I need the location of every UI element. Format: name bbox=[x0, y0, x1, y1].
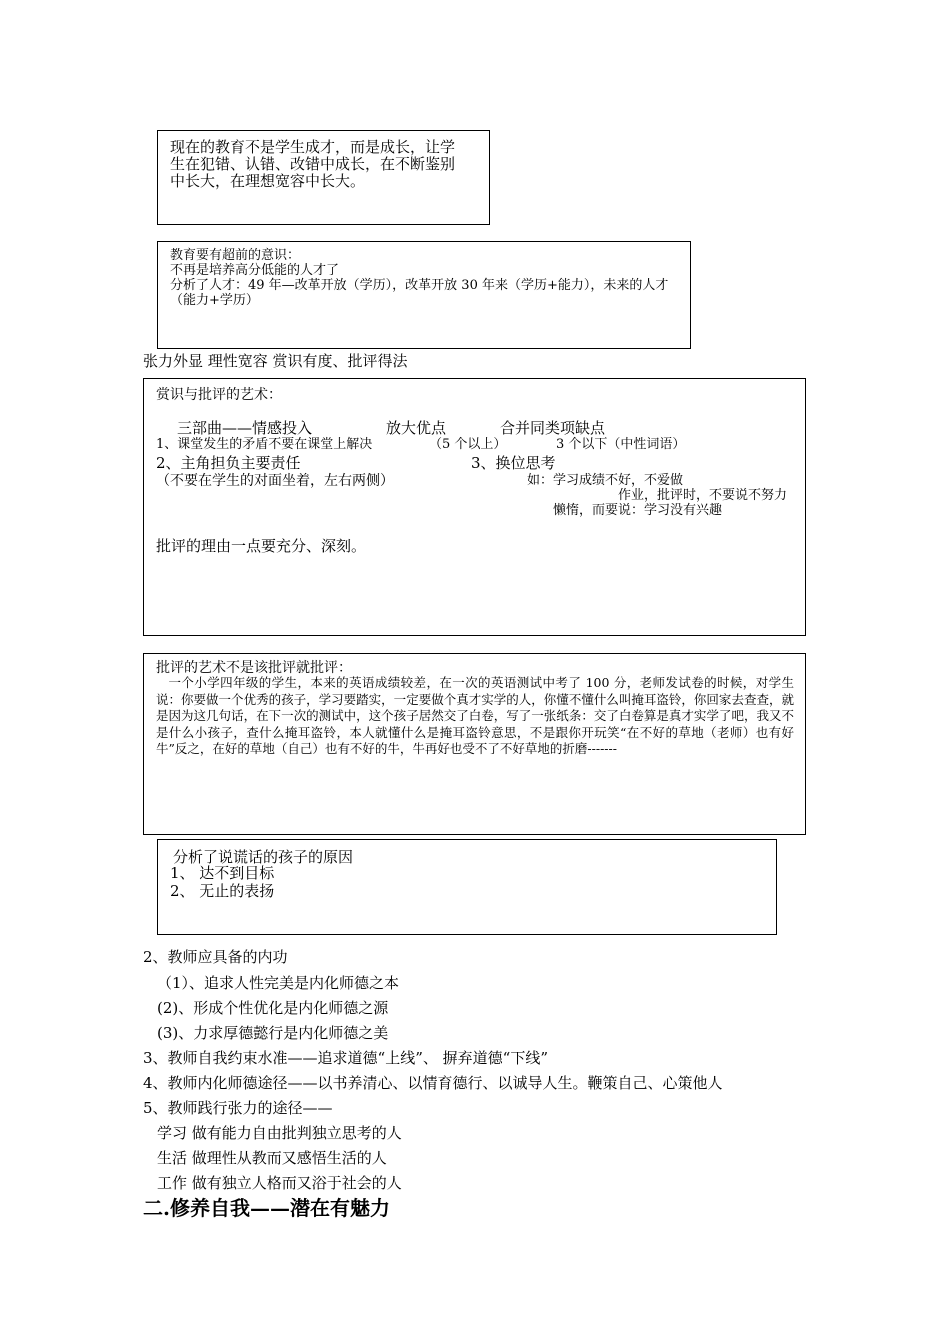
enlarge-text: 放大优点 bbox=[386, 419, 447, 437]
item-1: 1、课堂发生的矛盾不要在课堂上解决 bbox=[156, 437, 373, 452]
example-line: 懒惰，而要说：学习没有兴趣 bbox=[553, 503, 723, 518]
sitting-text: （不要在学生的对面坐着，左右两侧） bbox=[156, 473, 394, 489]
note-line: （能力+学历） bbox=[170, 293, 259, 308]
body-line: 4、教师内化师德途径——以书养清心、以情育德行、以诚导人生。鞭策自己、心策他人 bbox=[143, 1074, 723, 1092]
note-box-criticism-story bbox=[143, 653, 806, 835]
body-line: 5、教师践行张力的途径—— bbox=[143, 1099, 333, 1117]
body-line: 生活 做理性从教而又感悟生活的人 bbox=[157, 1149, 387, 1167]
note-box-education-growth bbox=[157, 130, 490, 225]
box-title: 批评的艺术不是该批评就批评： bbox=[156, 660, 352, 676]
trilogy-text: 三部曲——情感投入 bbox=[177, 419, 313, 437]
note-line: 现在的教育不是学生成才，而是成长，让学 bbox=[170, 138, 456, 156]
body-line: (2)、形成个性优化是内化师德之源 bbox=[157, 999, 389, 1017]
note-line: 分析了人才：49 年—改革开放（学历），改革开放 30 年来（学历+能力），未来的人才 bbox=[170, 278, 669, 293]
note-line: 不再是培养高分低能的人才了 bbox=[170, 263, 340, 278]
example-line: 如：学习成绩不好，不爱做 bbox=[527, 473, 684, 488]
merge-text: 合并同类项缺点 bbox=[500, 419, 606, 437]
story-paragraph: 一个小学四年级的学生，本来的英语成绩较差，在一次的英语测试中考了 100 分，老师发试卷的时候，对学生说：你要做一个优秀的孩子，学习要踏实，一定要做个真才实学的人，你懂不懂什么叫掩耳盗铃，你回家去查查，就是因为这几句话，在下一次的测试中，这个孩子居然交了白卷，写了一张纸条：交了白卷算是真才实学了吧，我又不是什么小孩子，查什么掩耳盗铃，本人就懂什么是掩耳盗铃意思，不是跟你开玩笑“在不好的草地（老师）也有好牛”反之，在好的草地（自己）也有不好的牛，牛再好也受不了不好草地的折磨------- bbox=[156, 675, 794, 756]
note-box-lying-child bbox=[157, 839, 777, 935]
tension-line: 张力外显 理性宽容 赏识有度、批评得法 bbox=[143, 352, 408, 370]
example-line: 作业，批评时，不要说不努力 bbox=[618, 488, 788, 503]
note-box-advanced-awareness bbox=[157, 241, 691, 349]
section-heading: 二.修养自我——潜在有魅力 bbox=[143, 1196, 390, 1220]
note-line: 教育要有超前的意识： bbox=[170, 248, 301, 263]
note-box-praise-criticism bbox=[143, 378, 806, 636]
reason-item: 2、 无止的表扬 bbox=[170, 882, 275, 900]
item-3: 3、换位思考 bbox=[471, 454, 556, 472]
box-title: 赏识与批评的艺术： bbox=[156, 387, 282, 403]
note-line: 生在犯错、认错、改错中成长，在不断鉴别 bbox=[170, 155, 456, 173]
three-less-text: 3 个以下（中性词语） bbox=[556, 437, 686, 452]
body-line: 工作 做有独立人格而又浴于社会的人 bbox=[157, 1174, 402, 1192]
body-line: 3、教师自我约束水准——追求道德“上线”、 摒弃道德“下线” bbox=[143, 1049, 548, 1067]
item-2: 2、主角担负主要责任 bbox=[156, 454, 301, 472]
reason-item: 1、 达不到目标 bbox=[170, 864, 275, 882]
body-line: 2、教师应具备的内功 bbox=[143, 948, 288, 966]
box-title: 分析了说谎话的孩子的原因 bbox=[173, 848, 354, 866]
body-line: 学习 做有能力自由批判独立思考的人 bbox=[157, 1124, 402, 1142]
body-line: （1）、追求人性完美是内化师德之本 bbox=[157, 974, 400, 992]
five-plus-text: （5 个以上） bbox=[429, 437, 507, 452]
reason-text: 批评的理由一点要充分、深刻。 bbox=[156, 537, 367, 555]
note-line: 中长大，在理想宽容中长大。 bbox=[170, 172, 366, 190]
body-line: (3)、力求厚德懿行是内化师德之美 bbox=[157, 1024, 389, 1042]
